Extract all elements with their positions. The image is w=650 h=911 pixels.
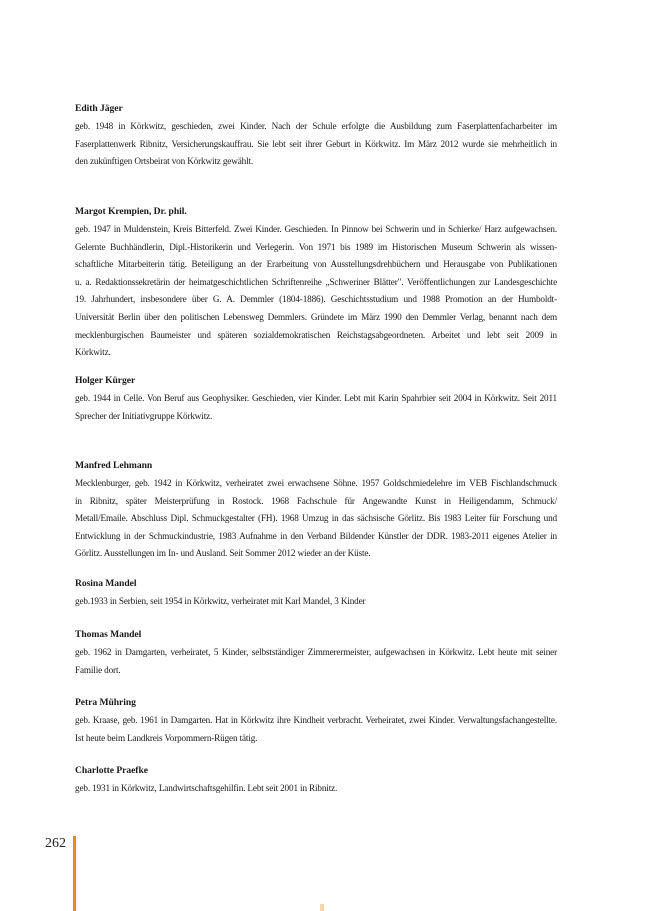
page-number: 262 xyxy=(45,836,66,851)
person-name: Holger Kürger xyxy=(75,375,136,386)
bio-line: geb.1933 in Serbien, seit 1954 in Körkwitz, verheiratet mit Karl Mandel, 3 Kinder xyxy=(75,596,366,606)
bio-line: Gelernte Buchhändlerin, Dipl.-Historikerin und Verlegerin. Von 1971 bis 1989 im Historischen Museum Schwerin als wissen- xyxy=(75,241,557,252)
biography-entry xyxy=(75,102,557,171)
bio-line: in Ribnitz, später Meisterprüfung in Rostock. 1968 Fachschule für Angewandte Kunst in Heiligendamm, Schmuck/ xyxy=(75,495,557,506)
margin-rule xyxy=(73,836,76,911)
bio-line: Familie dort. xyxy=(75,664,121,675)
bio-line: Universität Berlin über den politischen Lebensweg Demmlers. Gründete im März 1990 den Demmler Verlag, benannt nach dem xyxy=(75,311,557,322)
bio-line: geb. Kraase, geb. 1961 in Damgarten. Hat in Körkwitz ihre Kindheit verbracht. Verheiratet, zwei Kinder. Verwaltungsfachangestellte. xyxy=(75,715,557,725)
person-name: Charlotte Praefke xyxy=(75,765,148,776)
biography-entry xyxy=(75,696,557,747)
biography-entry xyxy=(75,459,557,563)
person-name: Rosina Mandel xyxy=(75,578,137,589)
person-name: Petra Mühring xyxy=(75,697,136,708)
bio-line: geb. 1931 in Körkwitz, Landwirtschaftsgehilfin. Lebt seit 2001 in Ribnitz. xyxy=(75,783,338,793)
biography-entry xyxy=(75,374,557,425)
bio-line: Körkwitz. xyxy=(75,347,111,358)
bio-line: u. a. Redaktionssekretärin der heimatgeschichtlichen Schriftenreihe „Schweriner Blätter". Veröffentlichungen zur Landesgeschichte xyxy=(75,276,557,287)
biography-entry xyxy=(75,577,557,611)
bio-line: Görlitz. Ausstellungen im In- und Ausland. Seit Sommer 2012 wieder an der Küste. xyxy=(75,548,371,559)
bio-line: Faserplattenwerk Ribnitz, Versicherungskauffrau. Sie lebt seit ihrer Geburt in Körkwitz. Im März 2012 wurde sie mehrheitlich in xyxy=(75,138,557,149)
person-name: Edith Jäger xyxy=(75,103,123,114)
bio-line: Ist heute beim Landkreis Vorpommern-Rügen tätig. xyxy=(75,732,258,743)
bio-line: Mecklenburger, geb. 1942 in Körkwitz, verheiratet zwei erwachsene Söhne. 1957 Goldschmiedelehre im VEB Fischlandschmuck xyxy=(75,478,557,488)
biography-entry xyxy=(75,764,557,798)
person-name: Thomas Mandel xyxy=(75,629,142,640)
bio-line: Sprecher der Initiativgruppe Körkwitz. xyxy=(75,410,213,421)
crop-mark xyxy=(320,904,324,911)
person-name: Manfred Lehmann xyxy=(75,460,153,471)
biography-entry xyxy=(75,205,557,362)
bio-line: mecklenburgischen Baumeister und späteren sozialdemokratischen Reichstagsabgeordneten. Arbeitet und lebt seit 2009 in xyxy=(75,329,557,340)
bio-line: geb. 1948 in Körkwitz, geschieden, zwei Kinder. Nach der Schule erfolgte die Ausbildung zum Faserplattenfacharbeiter im xyxy=(75,121,557,131)
bio-line: geb. 1962 in Damgarten, verheiratet, 5 Kinder, selbstständiger Zimmerermeister, aufgewachsen in Körkwitz. Lebt heute mit seiner xyxy=(75,647,557,657)
bio-line: geb. 1944 in Celle. Von Beruf aus Geophysiker. Geschieden, vier Kinder. Lebt mit Karin Spahrbier seit 2004 in Körkwitz. Seit 2011 xyxy=(75,393,557,403)
bio-line: 19. Jahrhundert, insbesondere über G. A. Demmler (1804-1886). Geschichtsstudium und 1988 Promotion an der Humboldt- xyxy=(75,294,557,305)
bio-line: geb. 1947 in Muldenstein, Kreis Bitterfeld. Zwei Kinder. Geschieden. In Pinnow bei Schwerin und in Schierke/ Harz aufgewachsen. xyxy=(75,224,557,234)
person-name: Margot Krempien, Dr. phil. xyxy=(75,206,187,217)
bio-line: Metall/Emaile. Abschluss Dipl. Schmuckgestalter (FH). 1968 Umzug in das sächsische Görlitz. Bis 1983 Leiter für Forschung und xyxy=(75,513,557,524)
bio-line: Entwicklung in der Schmuckindustrie, 1983 Aufnahme in den Verband Bildender Künstler der DDR. 1983-2011 eigenes Atelier in xyxy=(75,530,557,541)
biography-entry xyxy=(75,628,557,679)
bio-line: schaftliche Mitarbeiterin tätig. Beteiligung an der Erarbeitung von Ausstellungsdrehbüchern und Herausgabe von Publikationen xyxy=(75,259,557,270)
bio-line: den zukünftigen Ortsbeirat von Körkwitz gewählt. xyxy=(75,156,254,167)
